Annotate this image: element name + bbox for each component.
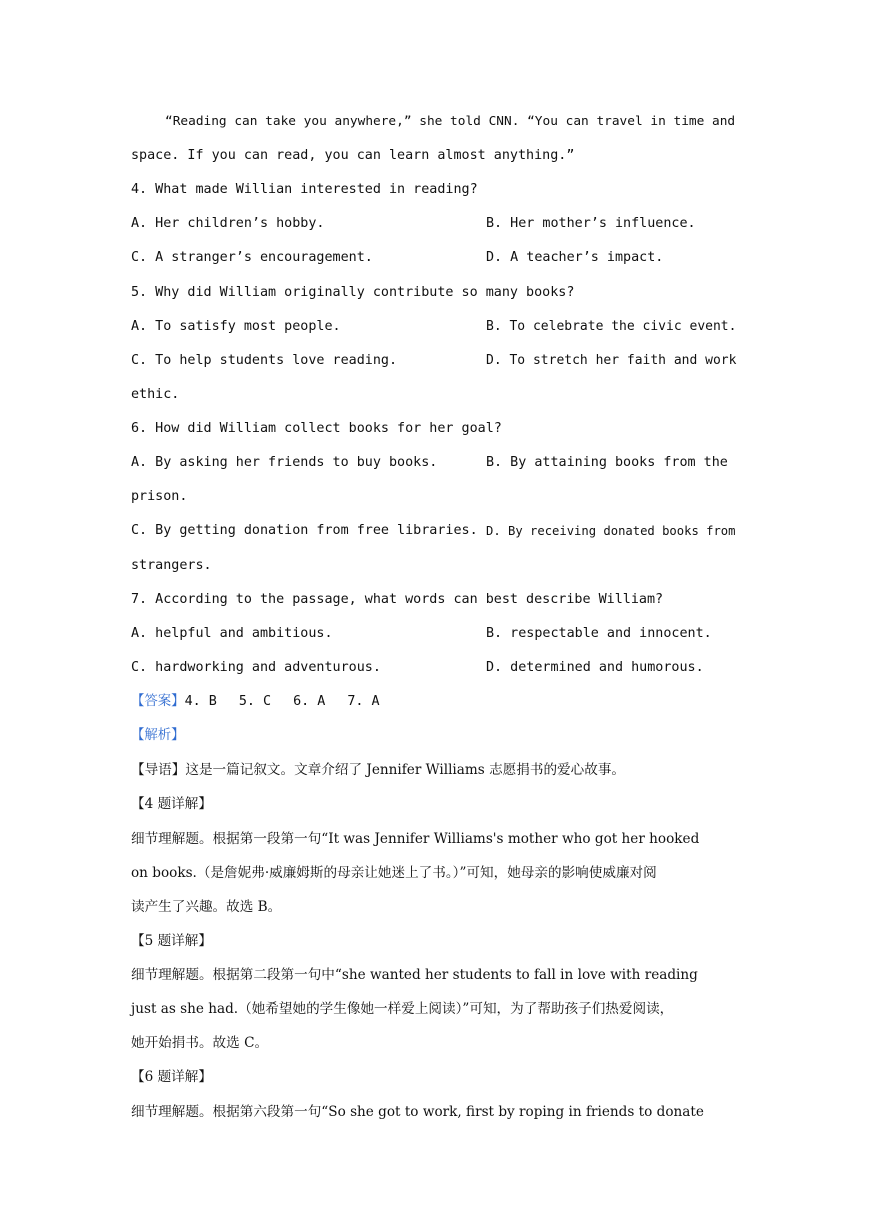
question-4-explanation-line-2: on books.（是詹妮弗·威廉姆斯的母亲让她迷上了书。）”可知，她母亲的影响使威廉对阅 bbox=[131, 865, 657, 881]
analysis-intro: 【导语】这是一篇记叙文。文章介绍了 Jennifer Williams 志愿捐书的爱心故事。 bbox=[131, 762, 626, 778]
question-5-stem: 5. Why did William originally contribute so many books? bbox=[131, 285, 575, 300]
question-5-option-b: B. To celebrate the civic event. bbox=[486, 319, 737, 334]
question-5-option-d-continued: ethic. bbox=[131, 387, 180, 402]
question-6-option-a: A. By asking her friends to buy books. bbox=[131, 455, 438, 470]
answer-line bbox=[131, 692, 402, 712]
question-7-stem: 7. According to the passage, what words can best describe William? bbox=[131, 592, 664, 607]
question-4-explanation-heading: 【4 题详解】 bbox=[131, 796, 212, 812]
analysis-tag: 【解析】 bbox=[131, 728, 185, 743]
question-6-explanation-heading: 【6 题详解】 bbox=[131, 1069, 212, 1085]
question-5-option-a: A. To satisfy most people. bbox=[131, 319, 341, 334]
passage-line-2: space. If you can read, you can learn almost anything.” bbox=[131, 148, 575, 163]
question-6-stem: 6. How did William collect books for her goal? bbox=[131, 421, 502, 436]
answer-tag: 【答案】 bbox=[131, 694, 185, 709]
question-6-option-d-continued: strangers. bbox=[131, 558, 212, 573]
question-4-option-d: D. A teacher’s impact. bbox=[486, 250, 664, 265]
passage-line-1: “Reading can take you anywhere,” she told CNN. “You can travel in time and bbox=[165, 114, 736, 129]
question-6-option-b: B. By attaining books from the bbox=[486, 455, 728, 470]
question-4-stem: 4. What made Willian interested in reading? bbox=[131, 182, 478, 197]
question-4-option-a: A. Her children’s hobby. bbox=[131, 216, 325, 231]
question-7-option-c: C. hardworking and adventurous. bbox=[131, 660, 381, 675]
question-4-explanation-line-3: 读产生了兴趣。故选 B。 bbox=[131, 899, 282, 915]
question-7-option-a: A. helpful and ambitious. bbox=[131, 626, 333, 641]
answer-item: 6. A bbox=[293, 694, 326, 709]
question-7-option-b: B. respectable and innocent. bbox=[486, 626, 712, 641]
question-5-explanation-heading: 【5 题详解】 bbox=[131, 933, 212, 949]
question-7-option-d: D. determined and humorous. bbox=[486, 660, 704, 675]
question-4-option-b: B. Her mother’s influence. bbox=[486, 216, 696, 231]
question-6-option-d: D. By receiving donated books from bbox=[486, 524, 736, 538]
answer-item: 5. C bbox=[238, 694, 272, 709]
question-6-option-c: C. By getting donation from free libraries. bbox=[131, 523, 478, 538]
answer-item: 4. B bbox=[184, 694, 217, 709]
question-5-explanation-line-1: 细节理解题。根据第二段第一句中“she wanted her students to fall in love with reading bbox=[131, 967, 698, 983]
question-5-option-d: D. To stretch her faith and work bbox=[486, 353, 737, 368]
question-5-option-c: C. To help students love reading. bbox=[131, 353, 398, 368]
answer-item: 7. A bbox=[347, 694, 380, 709]
question-4-option-c: C. A stranger’s encouragement. bbox=[131, 250, 373, 265]
question-6-option-b-continued: prison. bbox=[131, 489, 188, 504]
question-4-explanation-line-1: 细节理解题。根据第一段第一句“It was Jennifer Williams's mother who got her hooked bbox=[131, 831, 700, 847]
question-5-explanation-line-3: 她开始捐书。故选 C。 bbox=[131, 1035, 269, 1051]
question-5-explanation-line-2: just as she had.（她希望她的学生像她一样爱上阅读）”可知，为了帮助孩子们热爱阅读， bbox=[131, 1001, 674, 1017]
question-6-explanation-line-1: 细节理解题。根据第六段第一句“So she got to work, first by roping in friends to donate bbox=[131, 1104, 704, 1120]
